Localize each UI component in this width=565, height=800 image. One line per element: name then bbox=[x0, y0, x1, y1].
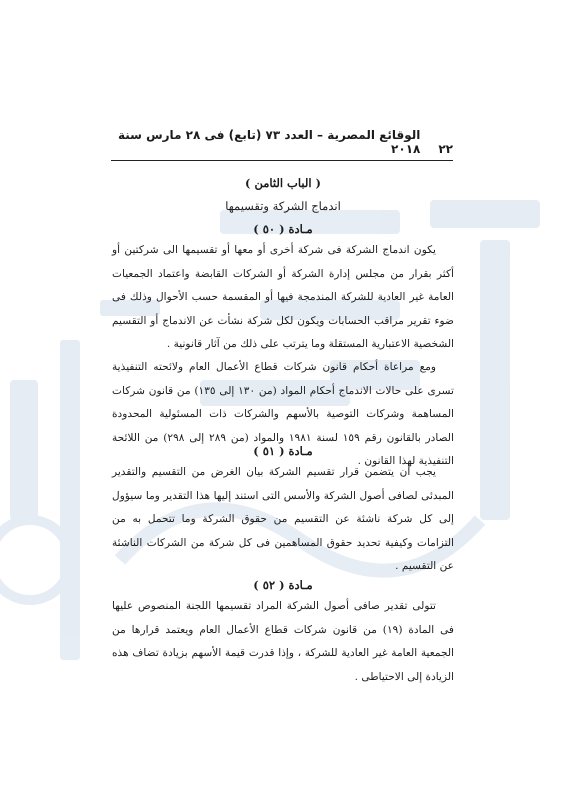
chapter-subtitle: اندماج الشركة وتقسيمها bbox=[225, 199, 341, 213]
article-52-paragraph-1: تتولى تقدير صافى أصول الشركة المراد تقسيمها اللجنة المنصوص عليها فى المادة (١٩) من قانون شركات قطاع الأعمال العام ويعتمد قرارها من الجمعية العامة غير العادية للشركة ، وإذا قدرت قيمة الأسهم بزيادة تضاف هذه الزيادة إلى الاحتياطى . bbox=[112, 600, 454, 683]
article-50-paragraph-2: ومع مراعاة أحكام قانون شركات قطاع الأعمال العام ولائحته التنفيذية تسرى على حالات الاندماج أحكام المواد (من ١٣٠ إلى ١٣٥) من قانون شركات المساهمة وشركات التوصية بالأسهم والشركات ذات المسئولية المحدودة الصادر بالقانون رقم ١٥٩ لسنة ١٩٨١ والمواد (من ٢٨٩ إلى ٢٩٨) من اللائحة التنفيذية لهذا القانون . bbox=[112, 361, 454, 467]
article-50-heading: مـادة ( ٥٠ ) bbox=[253, 222, 313, 236]
chapter-title: ( الباب الثامن ) bbox=[245, 176, 321, 190]
article-51-paragraph-1: يجب أن يتضمن قرار تقسيم الشركة بيان الغرض من التقسيم والتقدير المبدئى لصافى أصول الشركة والأسس التى استند إليها هذا التقدير وما سيؤول إلى كل شركة ناشئة عن التقسيم من حقوق الشركة وما تتحمل به من التزامات وكيفية تحديد حقوق المساهمين فى كل شركة من الشركات الناشئة عن التقسيم . bbox=[112, 466, 454, 572]
article-51-heading: مـادة ( ٥١ ) bbox=[253, 444, 313, 458]
article-52-heading: مـادة ( ٥٢ ) bbox=[253, 578, 313, 592]
page-header bbox=[111, 128, 453, 161]
page-number: ٢٢ bbox=[438, 142, 453, 156]
running-title: الوقائع المصرية – العدد ٧٣ (تابع) فى ٢٨ مارس سنة ٢٠١٨ bbox=[117, 128, 421, 156]
article-50-paragraph-1: يكون اندماج الشركة فى شركة أخرى أو معها أو تقسيمها الى شركتين أو أكثر بقرار من مجلس إدارة الشركة أو الشركات القابضة واعتماد الجمعيات العامة غير العادية للشركة المندمجة فيها أو المقسمة حسب الأحوال وذلك فى ضوء تقرير مراقب الحسابات ويكون لكل شركة نشأت عن الاندماج أو التقسيم الشخصية الاعتبارية المستقلة وما يترتب على ذلك من آثار قانونية . bbox=[112, 244, 454, 350]
